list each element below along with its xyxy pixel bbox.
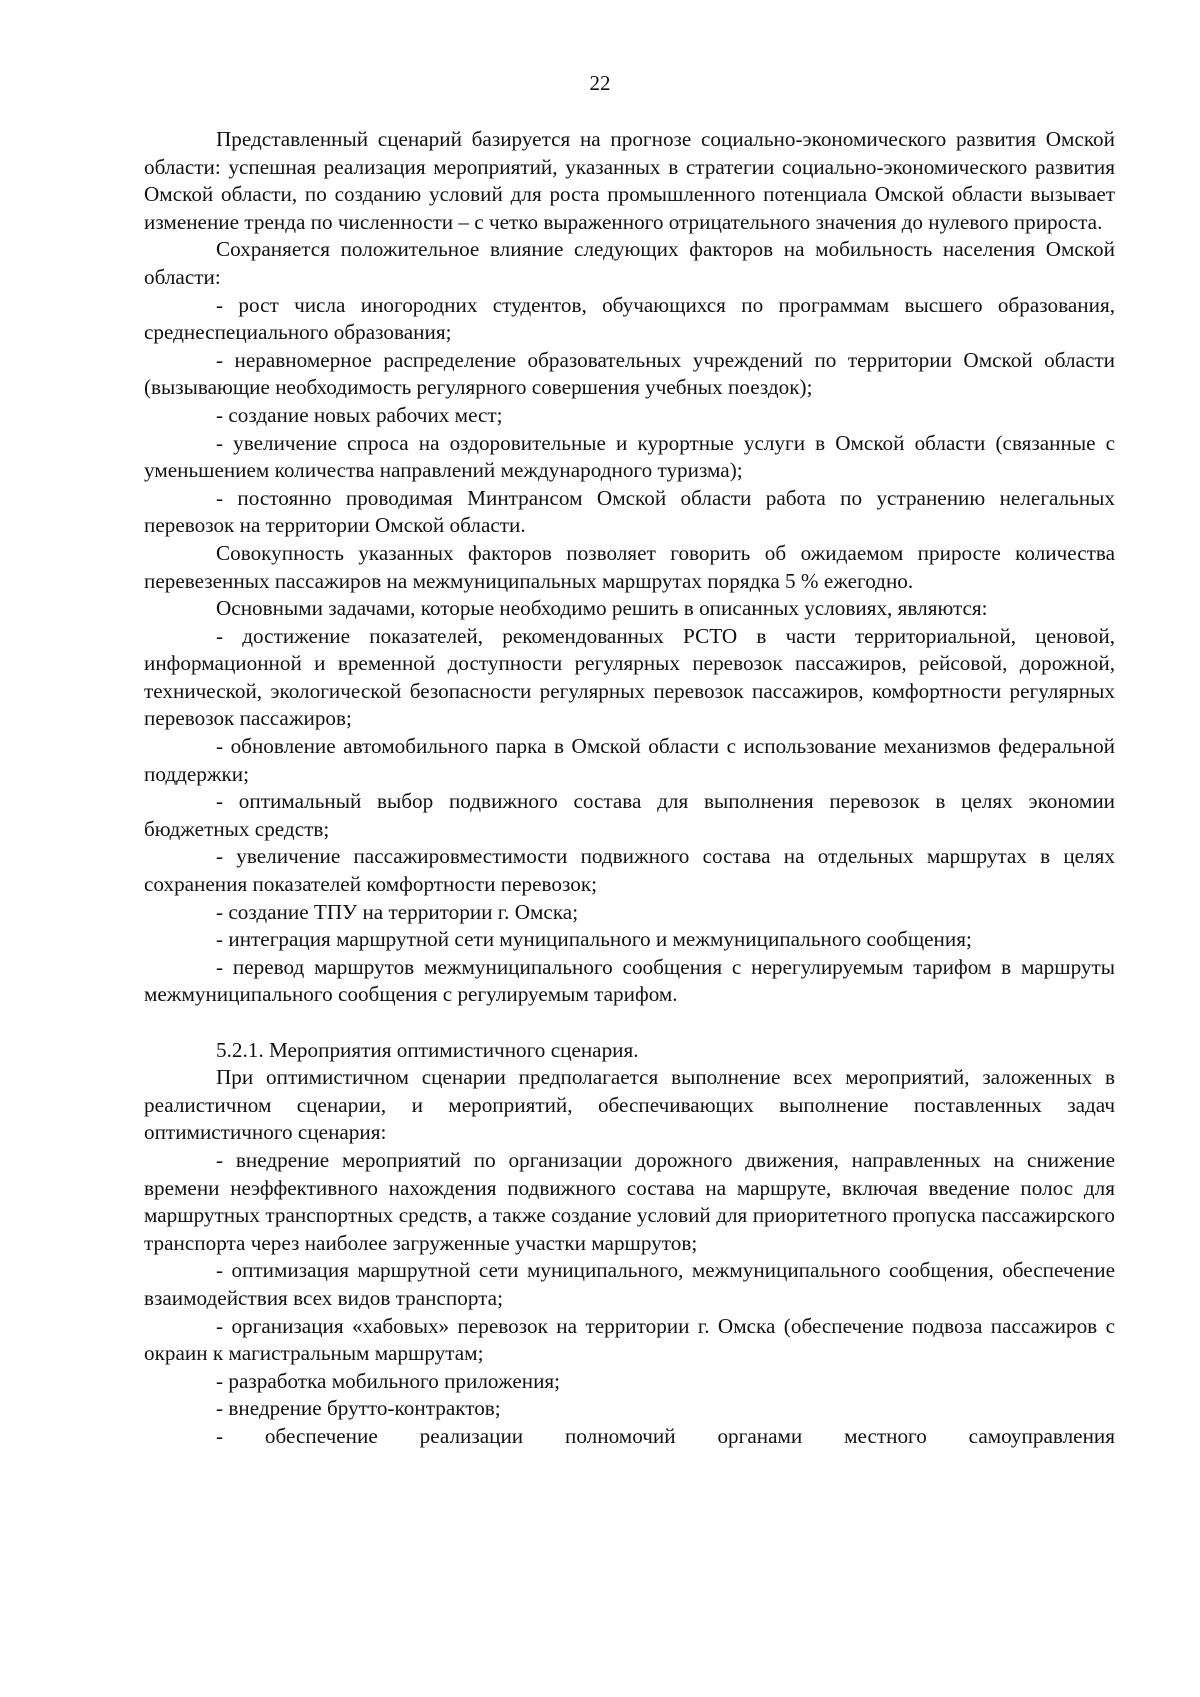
list-item: - внедрение мероприятий по организации дорожного движения, направленных на снижение времени неэффективного нахождения подвижного состава на маршруте, включая введение полос для маршрутных транспортных средств, а также создание условий для приоритетного пропуска пассажирского транспорта через наиболее загруженные участки маршрутов;: [144, 1147, 1115, 1255]
list-item: - перевод маршрутов межмуниципального сообщения с нерегулируемым тарифом в маршруты межмуниципального сообщения с регулируемым тарифом.: [144, 954, 1115, 1007]
list-item: - интеграция маршрутной сети муниципального и межмуниципального сообщения;: [216, 927, 972, 952]
list-item: - создание новых рабочих мест;: [216, 402, 503, 427]
list-item: - обеспечение реализации полномочий органами местного самоуправления: [216, 1423, 1115, 1448]
list-item: - рост числа иногородних студентов, обучающихся по программам высшего образования, среднеспециального образования;: [144, 292, 1115, 345]
paragraph-mobility-factors: Сохраняется положительное влияние следующих факторов на мобильность населения Омской области:: [144, 237, 1115, 289]
section-heading: 5.2.1. Мероприятия оптимистичного сценария.: [216, 1037, 639, 1062]
list-item: - увеличение спроса на оздоровительные и курортные услуги в Омской области (связанные с уменьшением количества направлений международного туризма);: [144, 430, 1115, 483]
list-item: - разработка мобильного приложения;: [216, 1368, 561, 1393]
list-item: - увеличение пассажировместимости подвижного состава на отдельных маршрутах в целях сохранения показателей комфортности перевозок;: [144, 844, 1115, 897]
list-item: - достижение показателей, рекомендованных РСТО в части территориальной, ценовой, информационной и временной доступности регулярных перевозок пассажиров, рейсовой, дорожной, технической, экологической безопасности регулярных перевозок пассажиров, комфортности регулярных перевозок пассажиров;: [144, 623, 1115, 731]
page-number: 22: [589, 71, 611, 95]
list-item: - оптимизация маршрутной сети муниципального, межмуниципального сообщения, обеспечение взаимодействия всех видов транспорта;: [144, 1258, 1115, 1310]
list-item: - организация «хабовых» перевозок на территории г. Омска (обеспечение подвоза пассажиров с окраин к магистральным маршрутам;: [144, 1313, 1115, 1366]
paragraph-passenger-growth: Совокупность указанных факторов позволяет говорить об ожидаемом приросте количества перевезенных пассажиров на межмуниципальных маршрутах порядка 5 % ежегодно.: [144, 540, 1115, 593]
list-item: - внедрение брутто-контрактов;: [216, 1396, 501, 1421]
list-item: - неравномерное распределение образовательных учреждений по территории Омской области (вызывающие необходимость регулярного совершения учебных поездок);: [144, 347, 1115, 400]
paragraph-optimistic-scenario: При оптимистичном сценарии предполагается выполнение всех мероприятий, заложенных в реалистичном сценарии, и мероприятий, обеспечивающих выполнение поставленных задач оптимистичного сценария:: [144, 1065, 1115, 1145]
paragraph-main-tasks: Основными задачами, которые необходимо решить в описанных условиях, являются:: [216, 596, 988, 621]
paragraph-scenario-intro: Представленный сценарий базируется на прогнозе социально-экономического развития Омской области: успешная реализация мероприятий, указанных в стратегии социально-экономического развития Омской области, по созданию условий для роста промышленного потенциала Омской области вызывает изменение тренда по численности – с четко выраженного отрицательного значения до нулевого прироста.: [144, 127, 1115, 234]
list-item: - создание ТПУ на территории г. Омска;: [216, 899, 579, 924]
list-item: - оптимальный выбор подвижного состава для выполнения перевозок в целях экономии бюджетных средств;: [144, 789, 1115, 841]
list-item: - обновление автомобильного парка в Омской области с использование механизмов федеральной поддержки;: [144, 734, 1115, 786]
list-item: - постоянно проводимая Минтрансом Омской области работа по устранению нелегальных перевозок на территории Омской области.: [144, 485, 1115, 538]
document-body: [144, 126, 1115, 1451]
